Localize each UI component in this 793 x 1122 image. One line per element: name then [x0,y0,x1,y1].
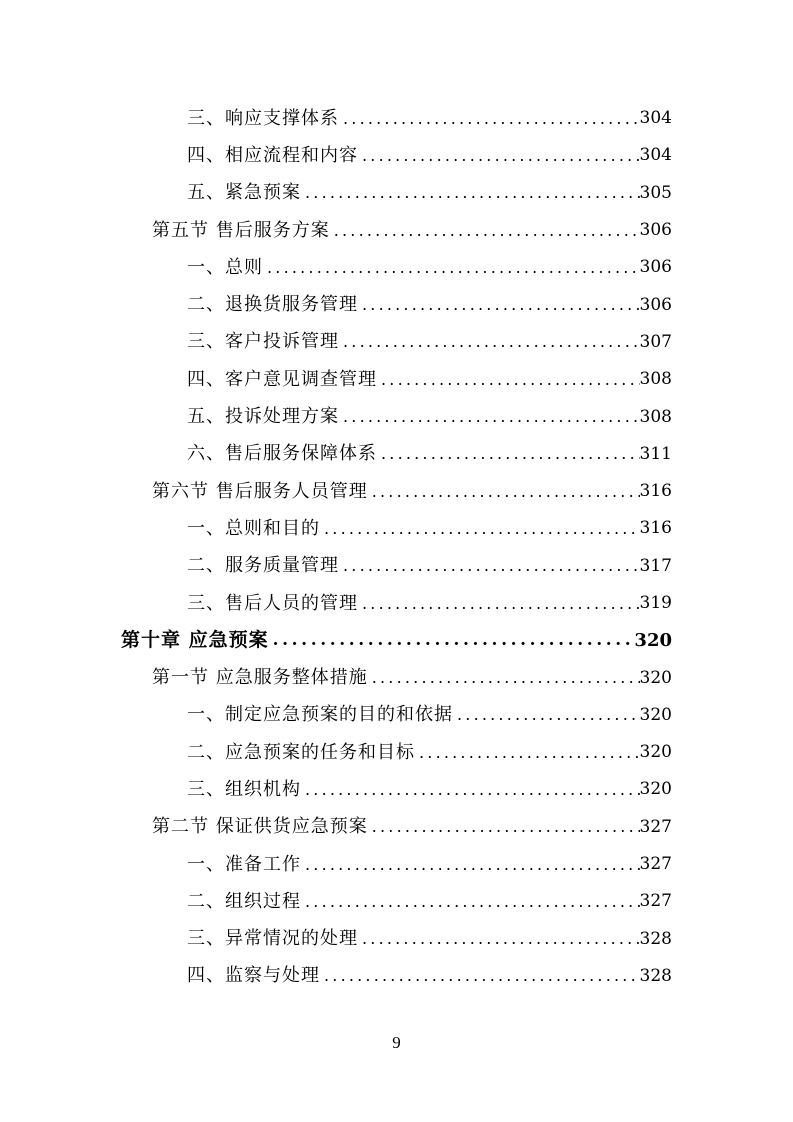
toc-entry-title: 五、紧急预案 [187,182,301,204]
toc-entry-page-number: 320 [639,779,672,800]
toc-section-entry[interactable] [0,473,793,510]
toc-entry-page-number: 328 [639,928,672,949]
toc-dot-leader [358,931,640,947]
toc-entry-page-number: 308 [639,406,672,427]
toc-entry-page-number: 306 [639,294,672,315]
toc-entry-page-number: 305 [639,182,672,203]
page-number: 9 [392,1033,401,1052]
toc-entry-title: 三、响应支撑体系 [187,107,339,129]
toc-subsection-entry[interactable] [0,361,793,398]
toc-entry-title: 二、组织过程 [187,890,301,912]
toc-entry-page-number: 320 [639,742,672,763]
toc-entry-title: 第五节 售后服务方案 [152,219,330,241]
toc-subsection-entry[interactable] [0,324,793,361]
toc-dot-leader [301,894,640,910]
toc-entry-page-number: 304 [639,108,672,129]
toc-subsection-entry[interactable] [0,286,793,323]
toc-dot-leader [368,670,640,686]
toc-dot-leader [415,745,640,761]
toc-entry-page-number: 316 [639,518,672,539]
toc-subsection-entry[interactable] [0,697,793,734]
toc-entry-page-number: 320 [639,704,672,725]
toc-subsection-entry[interactable] [0,436,793,473]
toc-entry-page-number: 311 [639,443,672,464]
toc-entry-title: 第二节 保证供货应急预案 [152,816,368,838]
toc-dot-leader [377,446,640,462]
toc-section-entry[interactable] [0,659,793,696]
toc-dot-leader [358,148,640,164]
toc-entry-title: 四、客户意见调查管理 [187,368,377,390]
toc-entry-title: 三、异常情况的处理 [187,928,358,950]
toc-entry-page-number: 316 [639,481,672,502]
toc-entry-title: 五、投诉处理方案 [187,406,339,428]
toc-entry-page-number: 320 [634,629,672,651]
toc-subsection-entry[interactable] [0,734,793,771]
toc-entry-page-number: 328 [639,965,672,986]
toc-entry-title: 第六节 售后服务人员管理 [152,480,368,502]
toc-subsection-entry[interactable] [0,510,793,547]
toc-entry-page-number: 320 [639,667,672,688]
toc-entry-title: 四、监察与处理 [187,965,320,987]
toc-entry-page-number: 306 [639,220,672,241]
toc-dot-leader [377,372,640,388]
toc-section-entry[interactable] [0,212,793,249]
toc-entry-page-number: 327 [639,891,672,912]
toc-dot-leader [330,223,640,239]
toc-entry-title: 三、组织机构 [187,778,301,800]
toc-entry-page-number: 317 [639,555,672,576]
toc-entry-title: 二、应急预案的任务和目标 [187,741,415,763]
toc-dot-leader [269,632,635,649]
toc-entry-title: 一、制定应急预案的目的和依据 [187,704,453,726]
toc-dot-leader [453,707,640,723]
toc-subsection-entry[interactable] [0,958,793,995]
toc-subsection-entry[interactable] [0,175,793,212]
toc-subsection-entry[interactable] [0,771,793,808]
toc-entry-title: 一、准备工作 [187,853,301,875]
toc-subsection-entry[interactable] [0,137,793,174]
toc-dot-leader [320,968,640,984]
toc-subsection-entry[interactable] [0,883,793,920]
toc-entry-title: 六、售后服务保障体系 [187,443,377,465]
toc-dot-leader [339,409,640,425]
toc-dot-leader [301,782,640,798]
toc-subsection-entry[interactable] [0,100,793,137]
toc-entry-page-number: 327 [639,816,672,837]
toc-dot-leader [320,521,640,537]
toc-dot-leader [358,596,640,612]
toc-subsection-entry[interactable] [0,846,793,883]
toc-dot-leader [263,260,640,276]
toc-entry-page-number: 308 [639,369,672,390]
toc-dot-leader [339,111,640,127]
toc-dot-leader [339,334,640,350]
toc-entry-title: 二、服务质量管理 [187,555,339,577]
toc-subsection-entry[interactable] [0,548,793,585]
toc-entry-page-number: 327 [639,854,672,875]
toc-entry-title: 第一节 应急服务整体措施 [152,667,368,689]
toc-dot-leader [358,297,640,313]
toc-entry-title: 三、售后人员的管理 [187,592,358,614]
toc-entry-title: 四、相应流程和内容 [187,144,358,166]
toc-entry-title: 第十章 应急预案 [121,629,269,652]
toc-dot-leader [301,857,640,873]
toc-entry-title: 一、总则 [187,256,263,278]
toc-entry-title: 二、退换货服务管理 [187,294,358,316]
toc-section-entry[interactable] [0,809,793,846]
toc-subsection-entry[interactable] [0,249,793,286]
toc-subsection-entry[interactable] [0,398,793,435]
toc-entry-page-number: 319 [639,593,672,613]
toc-entry-page-number: 307 [639,331,672,352]
toc-dot-leader [368,484,640,500]
toc-dot-leader [339,558,640,574]
toc-entry-page-number: 304 [639,145,672,166]
table-of-contents [0,100,793,995]
toc-entry-title: 三、客户投诉管理 [187,331,339,353]
toc-dot-leader [301,185,640,201]
toc-subsection-entry[interactable] [0,585,793,622]
toc-subsection-entry[interactable] [0,921,793,958]
toc-entry-page-number: 306 [639,257,672,278]
toc-dot-leader [368,819,640,835]
toc-chapter-entry[interactable] [0,622,793,659]
toc-entry-title: 一、总则和目的 [187,517,320,539]
